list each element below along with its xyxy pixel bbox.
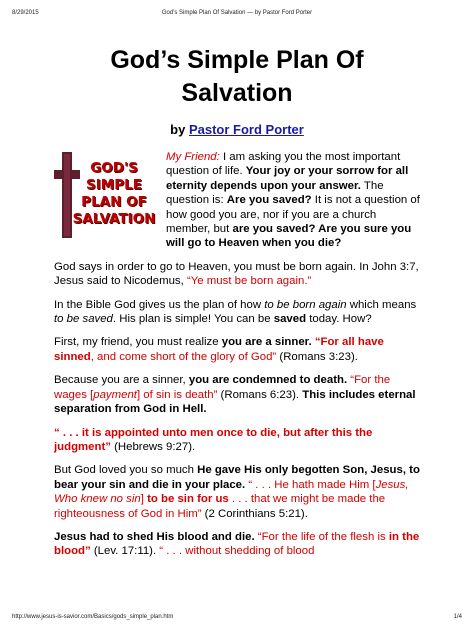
paragraph-shed-blood xyxy=(54,530,420,559)
text: Because you are a sinner, xyxy=(54,374,189,387)
text: But God loved you so much xyxy=(54,464,198,477)
byline-by: by xyxy=(170,122,186,137)
scripture-quote: “For the wages [ xyxy=(54,374,391,401)
print-header xyxy=(12,10,462,16)
print-footer xyxy=(12,614,462,620)
italic-text: to be born again xyxy=(264,298,347,311)
text: First, my friend, you must realize xyxy=(54,336,222,349)
scripture-quote: Jesus, Who knew no sin xyxy=(54,478,409,506)
scripture-quote: “For all have sinned xyxy=(54,336,384,363)
paragraph-judgment xyxy=(54,426,420,455)
logo-line-3: PLAN OF xyxy=(81,194,147,210)
footer-page-number: 1/4 xyxy=(453,614,462,620)
emphasis: Are you saved? xyxy=(226,194,312,207)
text: today. How? xyxy=(306,313,372,326)
salvation-cross-logo xyxy=(54,152,158,238)
text: I am asking you the most important question of life. xyxy=(166,151,401,178)
text: which means xyxy=(346,298,417,311)
text: . His plan is simple! You can be xyxy=(112,313,274,326)
reference: (Hebrews 9:27). xyxy=(110,440,196,453)
emphasis: This includes eternal separation from God in Hell. xyxy=(54,388,416,416)
reference: (2 Corinthians 5:21). xyxy=(201,507,308,520)
emphasis: you are condemned to death. xyxy=(188,374,348,387)
emphasis: are you saved? Are you sure you will go to Heaven when you die? xyxy=(166,223,412,250)
paragraph-condemned xyxy=(54,373,420,416)
emphasis: Your joy or your sorrow for all eternity depends upon your answer. xyxy=(166,165,409,192)
text: The question is: xyxy=(166,179,384,207)
text: It is not a question of how good you are, nor if you are a church member, but xyxy=(166,194,420,236)
reference: (Lev. 17:11). xyxy=(90,545,160,558)
author-link[interactable]: Pastor Ford Porter xyxy=(188,122,304,137)
logo-line-1: GOD'S xyxy=(90,160,138,176)
scripture-quote: , and come short of the glory of God” xyxy=(90,350,277,363)
text: God says in order to go to Heaven, you must be born again. In John 3:7, Jesus said to Nicodemus, xyxy=(54,260,419,288)
emphasis: you are a sinner. xyxy=(221,336,312,349)
logo-text xyxy=(68,160,160,228)
scripture-quote: ] of sin is death” xyxy=(136,388,218,401)
article-body xyxy=(54,150,420,568)
paragraph-god-loved xyxy=(54,463,420,521)
emphasis: saved xyxy=(273,313,307,326)
scripture-quote: “ . . . without shedding of blood xyxy=(159,545,315,558)
scripture-quote: “ . . . He hath made Him [ xyxy=(245,478,376,491)
text: In the Bible God gives us the plan of how xyxy=(54,298,265,311)
scripture-quote: payment xyxy=(93,388,137,401)
scripture-quote: “Ye must be born again.” xyxy=(186,275,312,288)
byline xyxy=(0,122,474,137)
scripture-quote: “ . . . it is appointed unto men once to die, but after this the judgment” xyxy=(54,426,373,453)
reference: (Romans 3:23). xyxy=(276,350,358,363)
emphasis: He gave His only begotten Son, Jesus, to bear your sin and die in your place. xyxy=(54,464,420,491)
scripture-quote: to be sin for us xyxy=(147,493,229,506)
scripture-quote: ] xyxy=(140,493,148,506)
title-line-2: Salvation xyxy=(181,79,293,107)
scripture-quote: . . . that we might be made the righteousness of God in Him” xyxy=(54,493,386,520)
paragraph-sinner xyxy=(54,335,420,364)
greeting: My Friend: xyxy=(166,151,220,163)
page-title xyxy=(0,44,474,110)
scripture-quote: “For the life of the flesh is xyxy=(254,530,389,543)
italic-text: to be saved xyxy=(54,313,113,326)
print-page-title: God's Simple Plan Of Salvation — by Pastor Ford Porter xyxy=(161,10,313,16)
logo-line-2: SIMPLE xyxy=(86,177,142,193)
title-line-1: God’s Simple Plan Of xyxy=(110,46,364,74)
paragraph-plan xyxy=(54,298,420,327)
reference: (Romans 6:23). xyxy=(217,388,303,401)
print-date: 8/29/2015 xyxy=(12,10,39,16)
scripture-quote: in the blood” xyxy=(54,530,420,558)
paragraph-born-again xyxy=(54,260,420,289)
emphasis: Jesus had to shed His blood and die. xyxy=(54,530,255,543)
logo-line-4: SALVATION xyxy=(72,211,156,227)
footer-url: http://www.jesus-is-savior.com/Basics/gods_simple_plan.htm xyxy=(12,614,174,620)
